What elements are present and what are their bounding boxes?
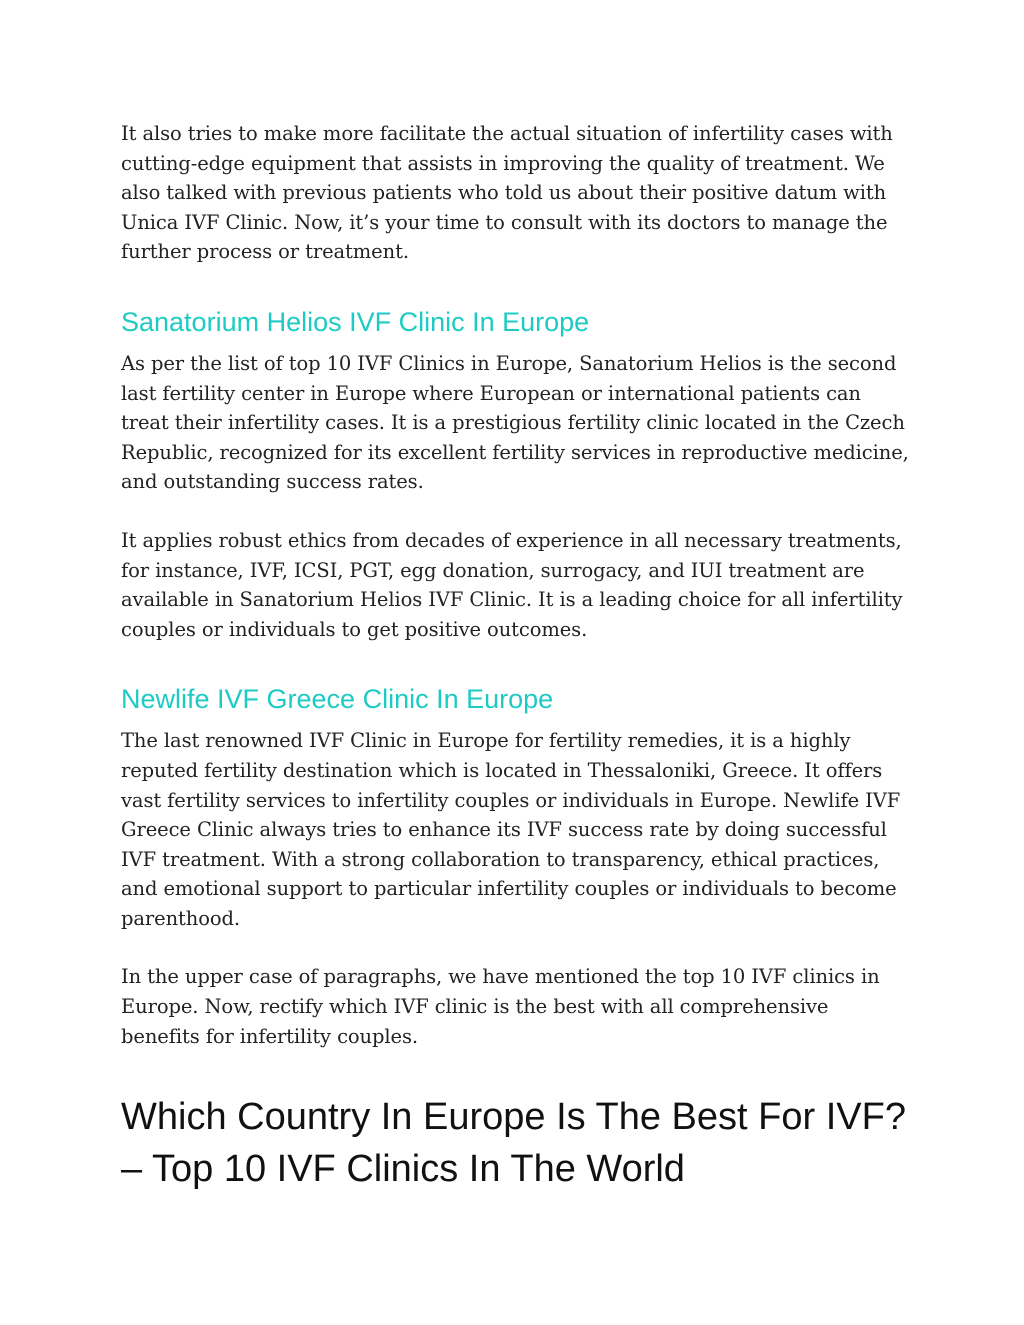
newlife-heading: Newlife IVF Greece Clinic In Europe [121, 684, 554, 715]
helios-heading: Sanatorium Helios IVF Clinic In Europe [121, 306, 590, 337]
newlife-paragraph-1: The last renowned IVF Clinic in Europe for fertility remedies, it is a highly reputed fertility destination which is located in Thessaloniki, Greece. It offers vast fertility services to infertility couples or individuals in Europe. Newlife IVF Greece Clinic always tries to enhance its IVF success rate by doing successful IVF treatment. With a strong collaboration to transparency, ethical practices, and emotional support to particular infertility couples or individuals to become parenthood. [121, 729, 901, 930]
helios-paragraph-2: It applies robust ethics from decades of experience in all necessary treatments, for instance, IVF, ICSI, PGT, egg donation, surrogacy, and IUI treatment are available in Sanatorium Helios IVF Clinic. It is a leading choice for all infertility couples or individuals to get positive outcomes. [121, 528, 903, 641]
main-heading-line-1: Which Country In Europe Is The Best For IVF? [121, 1096, 906, 1139]
main-heading [121, 1091, 911, 1195]
helios-paragraph-1: As per the list of top 10 IVF Clinics in Europe, Sanatorium Helios is the second last fertility center in Europe where European or international patients can treat their infertility cases. It is a prestigious fertility clinic located in the Czech Republic, recognized for its excellent fertility services in reproductive medicine, and outstanding success rates. [121, 351, 909, 494]
intro-paragraph: It also tries to make more facilitate the actual situation of infertility cases with cutting-edge equipment that assists in improving the quality of treatment. We also talked with previous patients who told us about their positive datum with Unica IVF Clinic. Now, it’s your time to consult with its doctors to manage the further process or treatment. [121, 122, 893, 264]
main-heading-line-2: – Top 10 IVF Clinics In The World [121, 1148, 685, 1191]
document-page [121, 119, 911, 1195]
newlife-paragraph-2: In the upper case of paragraphs, we have mentioned the top 10 IVF clinics in Europe. Now, rectify which IVF clinic is the best with all comprehensive benefits for infertility couples. [121, 965, 880, 1048]
